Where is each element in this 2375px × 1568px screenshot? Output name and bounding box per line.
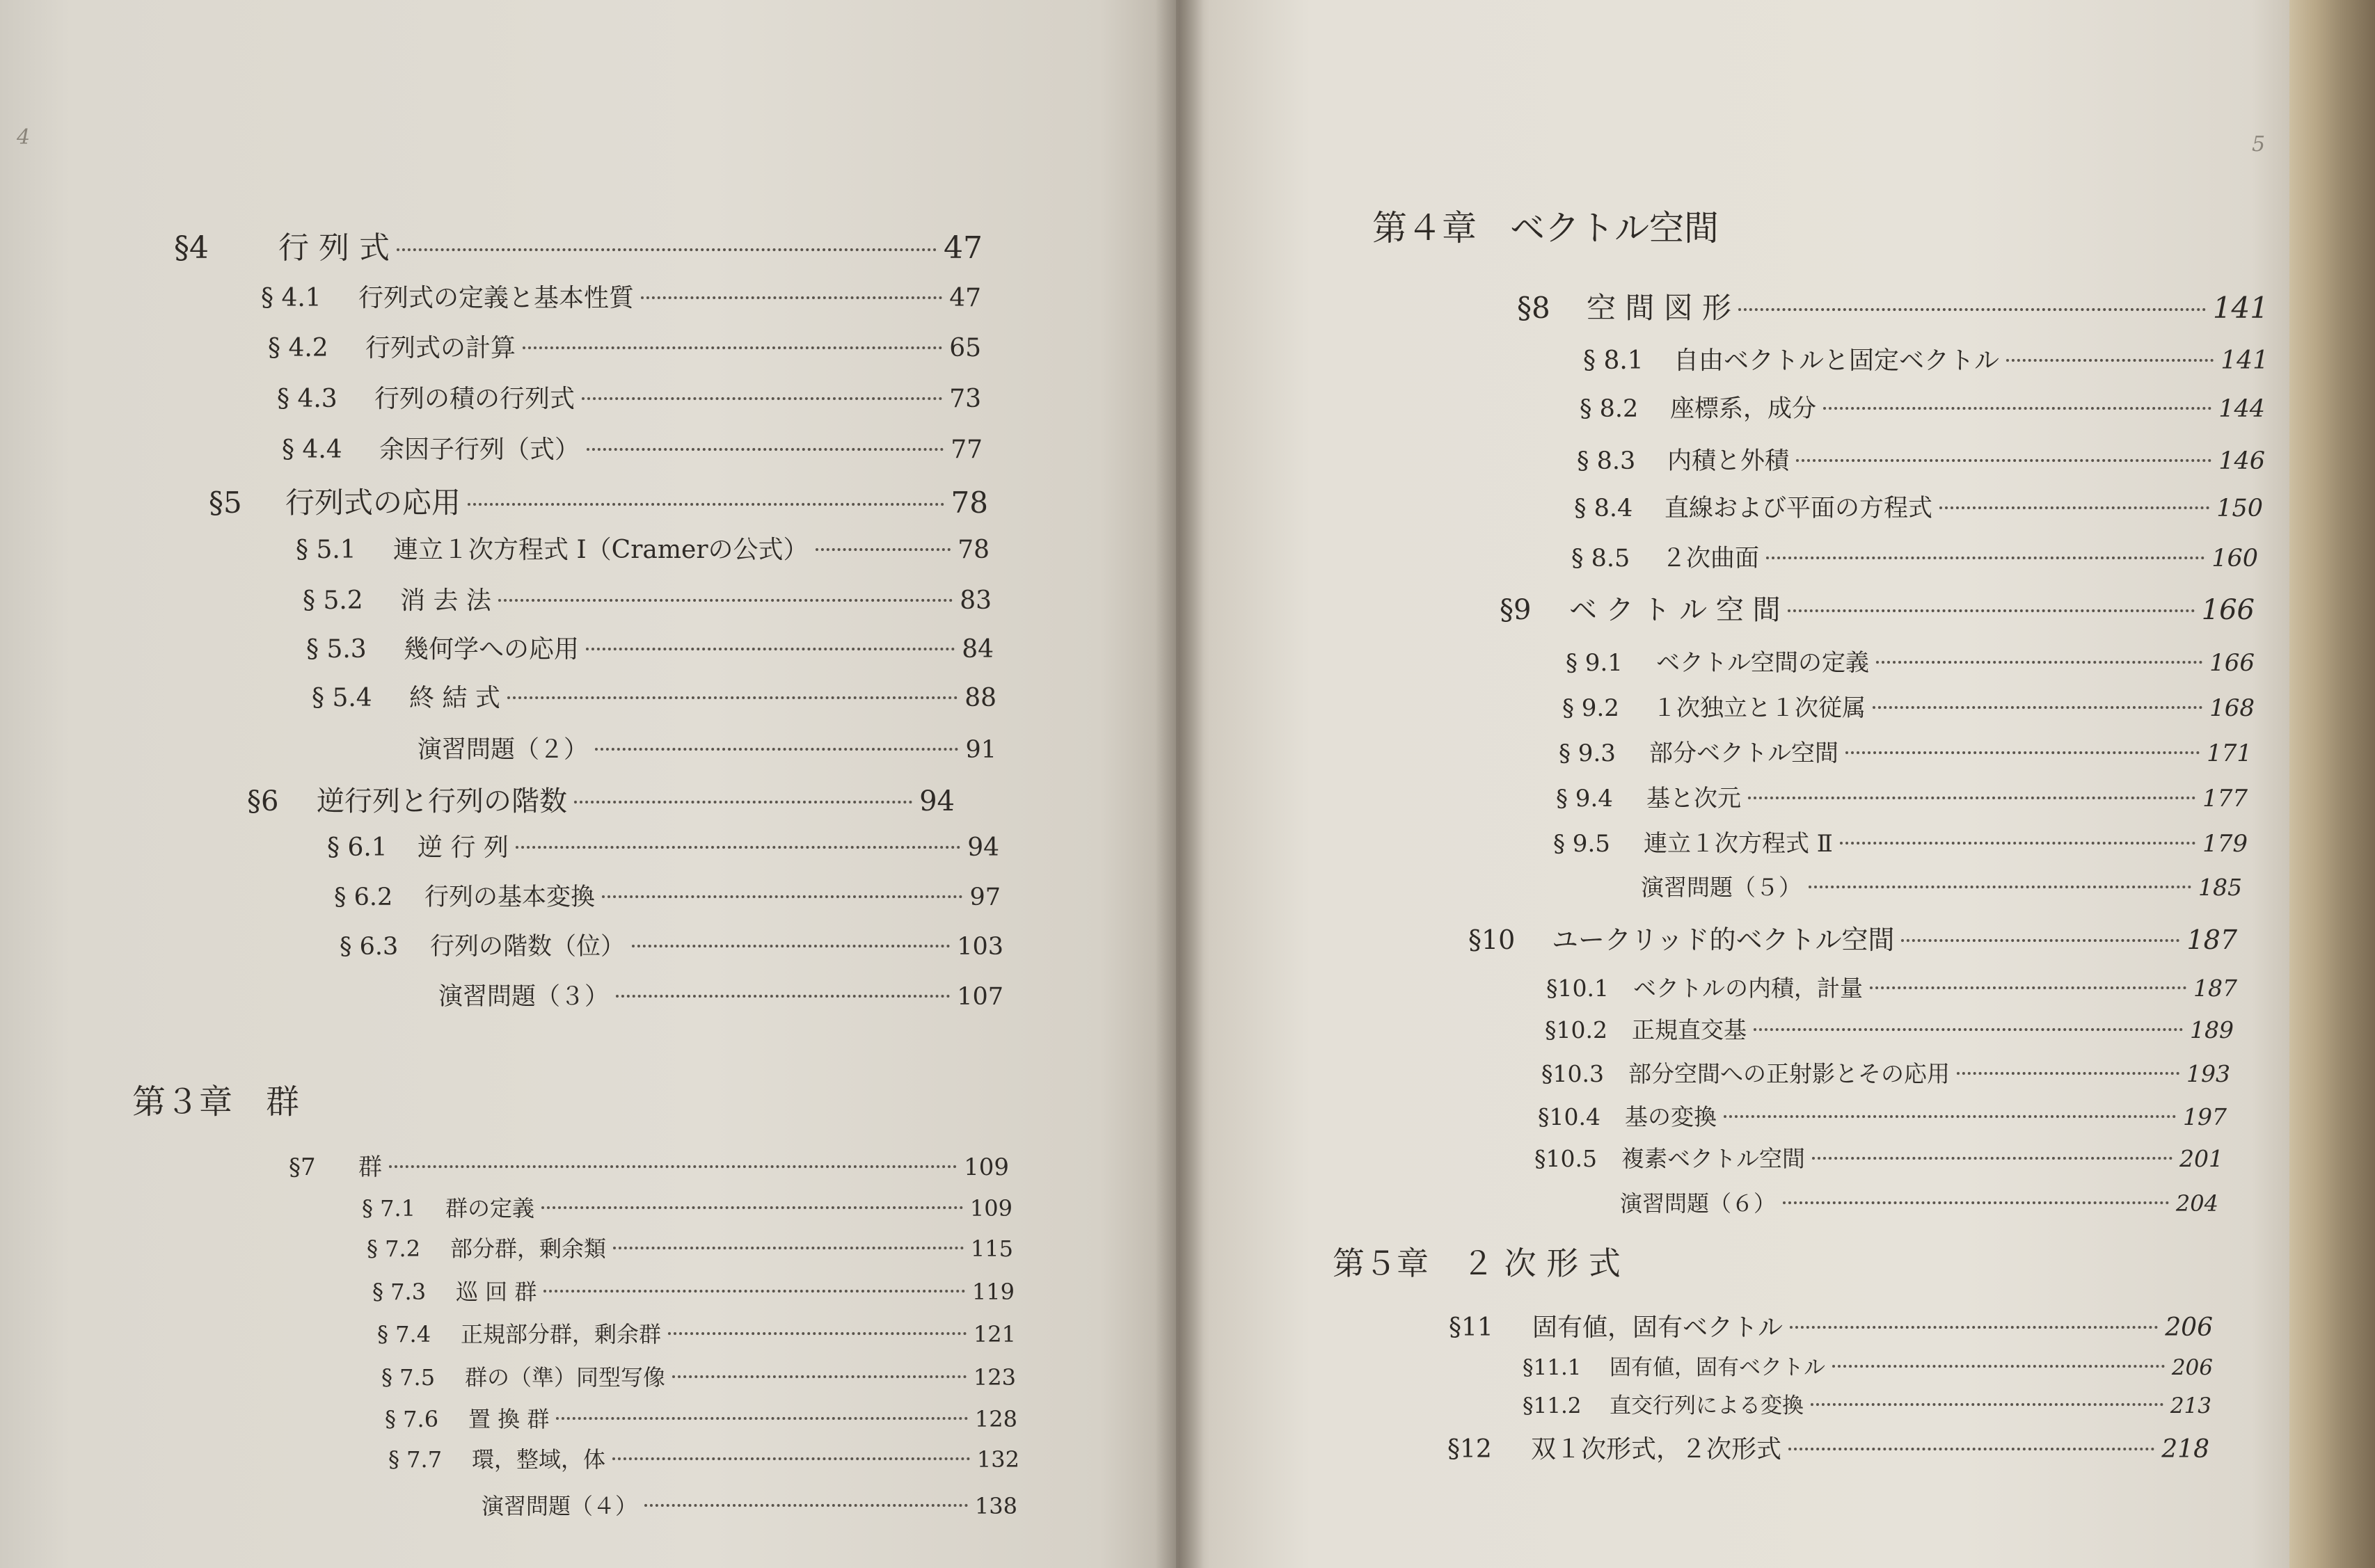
- toc-page-number: 166: [2209, 649, 2255, 677]
- toc-section-number: § 7.2: [367, 1235, 421, 1262]
- dot-leader: [641, 296, 942, 299]
- dot-leader: [1901, 939, 2179, 942]
- toc-title: 行 列 式: [278, 230, 390, 266]
- dot-leader: [1832, 1365, 2165, 1368]
- toc-page-number: 197: [2183, 1103, 2227, 1130]
- toc-page-number: 218: [2161, 1435, 2209, 1464]
- toc-entry: [1559, 734, 2252, 768]
- toc-title: 置 換 群: [468, 1406, 550, 1432]
- toc-section-number: § 7.6: [385, 1406, 439, 1432]
- toc-title: 基の変換: [1625, 1103, 1717, 1130]
- toc-entry: [1545, 1012, 2234, 1045]
- toc-section-number: §11.1: [1523, 1355, 1582, 1380]
- toc-entry: [438, 977, 1003, 1012]
- dot-leader: [1876, 661, 2202, 664]
- dot-leader: [668, 1332, 967, 1335]
- toc-title: 行列式の定義と基本性質: [358, 284, 635, 312]
- dot-leader: [1840, 842, 2195, 845]
- toc-page-number: 206: [2165, 1313, 2213, 1342]
- toc-page-number: 193: [2186, 1060, 2230, 1087]
- toc-entry: [362, 1191, 1012, 1223]
- dot-leader: [507, 696, 958, 699]
- toc-page-number: 47: [944, 230, 983, 266]
- toc-entry: [1580, 390, 2265, 424]
- toc-title: 双１次形式，２次形式: [1531, 1435, 1782, 1464]
- dot-leader: [1812, 1157, 2173, 1160]
- toc-entry: [1523, 1350, 2213, 1381]
- toc-entry: [277, 379, 981, 415]
- toc-page-number: 115: [970, 1235, 1013, 1262]
- toc-page-number: 204: [2175, 1190, 2218, 1217]
- toc-title: ベクトル空間の定義: [1656, 649, 1869, 677]
- dot-leader: [498, 599, 953, 602]
- toc-entry: [261, 278, 981, 314]
- toc-section-number: §4: [174, 230, 209, 266]
- dot-leader: [1766, 557, 2205, 559]
- toc-page-number: 91: [965, 736, 996, 764]
- toc-entry: [1523, 1388, 2211, 1419]
- toc-section-number: § 8.5: [1571, 545, 1630, 573]
- toc-section-number: § 4.4: [282, 435, 342, 464]
- dot-leader: [1870, 986, 2186, 989]
- toc-title: 部分群，剰余類: [450, 1235, 607, 1262]
- toc-page-number: 97: [969, 883, 1001, 911]
- toc-page-number: 179: [2202, 830, 2248, 858]
- toc-section-number: § 5.1: [296, 536, 356, 564]
- toc-section-number: § 7.1: [362, 1195, 416, 1222]
- toc-title: 直交行列による変換: [1610, 1393, 1804, 1418]
- toc-section-number: §12: [1447, 1435, 1492, 1464]
- toc-entry: [1620, 1186, 2218, 1218]
- toc-entry: [372, 1274, 1015, 1306]
- toc-title: 逆 行 列: [418, 833, 509, 862]
- toc-section-number: §10.2: [1545, 1016, 1607, 1043]
- toc-section-number: § 8.2: [1580, 395, 1639, 423]
- toc-section-number: § 4.2: [268, 334, 328, 362]
- toc-title: 群の（準）同型写像: [465, 1364, 666, 1391]
- toc-entry: [247, 779, 955, 819]
- chapter-3-title: 群: [266, 1082, 300, 1121]
- toc-entry: [312, 678, 996, 714]
- toc-page-number: 171: [2207, 739, 2252, 767]
- toc-section-number: § 7.7: [388, 1446, 443, 1473]
- toc-section-number: § 6.1: [327, 833, 388, 862]
- dot-leader: [816, 548, 951, 551]
- toc-entry: [1583, 341, 2269, 376]
- toc-title: 行列式の応用: [285, 486, 461, 520]
- toc-page-number: 78: [951, 486, 988, 520]
- toc-page-number: 109: [964, 1153, 1009, 1181]
- toc-page-number: 206: [2171, 1355, 2213, 1380]
- dot-leader: [523, 346, 942, 349]
- toc-entry: [418, 730, 996, 765]
- dot-leader: [1754, 1028, 2183, 1031]
- toc-section-number: §6: [247, 785, 279, 817]
- toc-entry: [381, 1360, 1016, 1392]
- toc-page-number: 189: [2190, 1016, 2234, 1043]
- chapter-5-heading: [1333, 1238, 1654, 1284]
- toc-entry: [1571, 539, 2258, 574]
- toc-section-number: § 6.3: [340, 933, 399, 961]
- dot-leader: [2006, 359, 2214, 362]
- dot-leader: [1845, 751, 2200, 754]
- toc-section-number: § 6.2: [334, 883, 393, 911]
- dot-leader: [541, 1206, 963, 1209]
- toc-entry: [289, 1148, 1009, 1182]
- toc-entry: [340, 927, 1003, 962]
- toc-section-number: §7: [289, 1153, 316, 1181]
- dot-leader: [1724, 1115, 2176, 1118]
- toc-page-number: 103: [957, 933, 1003, 961]
- dot-leader: [612, 1457, 970, 1460]
- toc-section-number: §10: [1468, 925, 1516, 955]
- dot-leader: [644, 1504, 968, 1507]
- toc-title: 部分空間への正射影とその応用: [1628, 1060, 1950, 1087]
- toc-page-number: 123: [973, 1364, 1016, 1391]
- dot-leader: [582, 397, 942, 400]
- toc-entry: [268, 328, 981, 364]
- toc-section-number: § 8.3: [1577, 447, 1636, 475]
- toc-title: 群: [358, 1153, 382, 1181]
- chapter-3-heading: [132, 1075, 333, 1123]
- toc-title: 演習問題（３）: [438, 983, 610, 1011]
- toc-page-number: 73: [949, 385, 981, 413]
- toc-page-number: 146: [2218, 447, 2265, 475]
- toc-page-number: 166: [2201, 594, 2255, 626]
- toc-section-number: § 5.4: [312, 684, 372, 712]
- toc-section-number: §11: [1449, 1313, 1493, 1342]
- toc-page-number: 83: [960, 586, 992, 615]
- toc-title: 部分ベクトル空間: [1649, 739, 1838, 767]
- toc-page-number: 128: [974, 1406, 1017, 1432]
- toc-page-number: 65: [949, 334, 981, 362]
- toc-entry: [327, 828, 999, 863]
- toc-section-number: §10.3: [1541, 1060, 1604, 1087]
- dot-leader: [595, 748, 958, 751]
- toc-title: 固有値，固有ベクトル: [1532, 1313, 1784, 1342]
- toc-title: 空 間 図 形: [1587, 291, 1732, 325]
- toc-entry: [377, 1317, 1016, 1349]
- toc-page-number: 121: [973, 1321, 1016, 1347]
- toc-title: 演習問題（４）: [482, 1493, 638, 1519]
- chapter-4-label: 第４章: [1372, 208, 1477, 248]
- toc-entry: [296, 530, 990, 566]
- dot-leader: [389, 1165, 957, 1168]
- toc-section-number: § 8.1: [1583, 346, 1644, 375]
- toc-page-number: 187: [2186, 925, 2237, 955]
- toc-title: 連立１次方程式 Ⅰ（Cramerの公式）: [393, 536, 809, 564]
- toc-title: 正規直交基: [1632, 1016, 1747, 1043]
- toc-entry: [1541, 1056, 2230, 1089]
- toc-page-number: 144: [2218, 395, 2265, 423]
- toc-entry: [1538, 1099, 2227, 1132]
- chapter-5-label: 第５章: [1333, 1245, 1429, 1282]
- toc-entry: [1468, 918, 2237, 957]
- dot-leader: [1788, 1448, 2154, 1450]
- toc-title: １次独立と１次従属: [1653, 694, 1866, 722]
- toc-page-number: 94: [967, 833, 999, 862]
- dot-leader: [632, 945, 950, 947]
- right-folio: 5: [2252, 132, 2266, 157]
- toc-title: 消 去 法: [400, 586, 491, 615]
- toc-section-number: § 8.4: [1574, 495, 1633, 522]
- dot-leader: [1939, 506, 2209, 509]
- toc-page-number: 77: [951, 435, 983, 464]
- toc-page-number: 109: [969, 1195, 1012, 1222]
- toc-title: 正規部分群，剰余群: [461, 1321, 662, 1347]
- toc-page-number: 138: [974, 1493, 1017, 1519]
- dot-leader: [1790, 1326, 2158, 1329]
- toc-title: ２次曲面: [1662, 545, 1760, 573]
- toc-section-number: § 5.3: [306, 635, 367, 664]
- toc-entry: [1641, 870, 2242, 902]
- dot-leader: [602, 895, 962, 898]
- toc-page-number: 177: [2202, 785, 2248, 813]
- dot-leader: [1823, 407, 2211, 410]
- toc-entry: [1574, 489, 2263, 524]
- toc-entry: [282, 430, 983, 465]
- toc-title: 座標系，成分: [1670, 395, 1817, 423]
- dot-leader: [1873, 706, 2202, 709]
- toc-title: 群の定義: [445, 1195, 535, 1222]
- toc-entry: [1500, 588, 2255, 627]
- dot-leader: [397, 248, 937, 251]
- toc-title: 行列の基本変換: [424, 883, 596, 911]
- toc-title: 演習問題（５）: [1641, 874, 1802, 901]
- toc-entry: [482, 1489, 1017, 1521]
- toc-title: ベクトルの内積，計量: [1633, 975, 1863, 1002]
- left-folio: 4: [17, 125, 31, 150]
- toc-section-number: § 4.1: [261, 284, 321, 312]
- toc-section-number: §10.5: [1534, 1145, 1597, 1172]
- page-edges: [2289, 0, 2375, 1568]
- toc-section-number: § 7.3: [372, 1279, 427, 1305]
- dot-leader: [574, 801, 912, 803]
- toc-page-number: 141: [2212, 291, 2269, 325]
- toc-entry: [1556, 779, 2248, 813]
- dot-leader: [516, 846, 960, 849]
- dot-leader: [1811, 1403, 2163, 1406]
- toc-entry: [1447, 1430, 2209, 1465]
- toc-entry: [1553, 824, 2248, 858]
- toc-title: 行列式の計算: [365, 334, 516, 362]
- dot-leader: [616, 995, 950, 998]
- toc-page-number: 141: [2221, 346, 2269, 375]
- toc-section-number: § 7.4: [377, 1321, 431, 1347]
- toc-page-number: 213: [2170, 1393, 2211, 1418]
- toc-title: 演習問題（２）: [418, 736, 589, 764]
- toc-title: 幾何学への応用: [404, 635, 580, 664]
- toc-title: 自由ベクトルと固定ベクトル: [1674, 346, 2000, 375]
- dot-leader: [556, 1417, 968, 1420]
- toc-page-number: 78: [958, 536, 990, 564]
- chapter-4-title: ベクトル空間: [1510, 208, 1719, 248]
- dot-leader: [1748, 797, 2195, 799]
- toc-page-number: 88: [964, 684, 996, 712]
- toc-section-number: § 9.4: [1556, 785, 1613, 813]
- toc-entry: [174, 223, 983, 267]
- toc-title: 基と次元: [1646, 785, 1741, 813]
- toc-entry: [1546, 970, 2237, 1003]
- toc-page-number: 107: [957, 983, 1003, 1011]
- chapter-3-label: 第３章: [132, 1082, 233, 1121]
- toc-entry: [1562, 689, 2255, 723]
- toc-section-number: §10.4: [1538, 1103, 1600, 1130]
- toc-page-number: 84: [962, 635, 994, 664]
- toc-title: 固有値，固有ベクトル: [1610, 1355, 1825, 1380]
- dot-leader: [1957, 1072, 2179, 1075]
- toc-title: 終 結 式: [409, 684, 500, 712]
- toc-entry: [367, 1231, 1013, 1263]
- dot-leader: [1783, 1201, 2169, 1204]
- chapter-5-title: ２ 次 形 式: [1462, 1245, 1621, 1282]
- toc-title: 内積と外積: [1667, 447, 1790, 475]
- dot-leader: [1738, 308, 2206, 311]
- dot-leader: [613, 1247, 964, 1249]
- dot-leader: [672, 1375, 967, 1378]
- toc-entry: [303, 581, 992, 616]
- toc-page-number: 160: [2211, 545, 2258, 573]
- toc-entry: [334, 878, 1001, 913]
- toc-page-number: 94: [919, 785, 955, 817]
- toc-section-number: §9: [1500, 594, 1532, 626]
- toc-section-number: § 4.3: [277, 385, 337, 413]
- toc-title: 連立１次方程式 Ⅱ: [1644, 830, 1833, 858]
- toc-entry: [1577, 442, 2265, 477]
- toc-section-number: §10.1: [1546, 975, 1609, 1002]
- toc-title: 逆行列と行列の階数: [317, 785, 567, 817]
- toc-page-number: 187: [2193, 975, 2237, 1002]
- toc-title: ユークリッド的ベクトル空間: [1552, 925, 1895, 955]
- toc-page-number: 47: [949, 284, 981, 312]
- toc-section-number: § 9.3: [1559, 739, 1616, 767]
- toc-section-number: § 9.2: [1562, 694, 1619, 722]
- toc-entry: [1517, 285, 2269, 327]
- toc-page-number: 119: [971, 1279, 1015, 1305]
- toc-entry: [1566, 643, 2255, 678]
- toc-title: 複素ベクトル空間: [1621, 1145, 1805, 1172]
- toc-page-number: 201: [2179, 1145, 2223, 1172]
- dot-leader: [1809, 886, 2191, 888]
- dot-leader: [1796, 459, 2211, 462]
- dot-leader: [586, 648, 955, 650]
- toc-entry: [388, 1442, 1019, 1474]
- toc-section-number: § 7.5: [381, 1364, 436, 1391]
- toc-title: 行列の階数（位）: [430, 933, 626, 961]
- toc-section-number: §8: [1517, 291, 1550, 325]
- toc-section-number: §5: [209, 486, 242, 520]
- toc-section-number: § 5.2: [303, 586, 363, 615]
- toc-title: ベ ク ト ル 空 間: [1569, 594, 1781, 626]
- toc-page-number: 185: [2198, 874, 2242, 901]
- toc-title: 環，整域，体: [472, 1446, 606, 1473]
- toc-entry: [1534, 1141, 2223, 1174]
- toc-entry: [385, 1402, 1017, 1434]
- dot-leader: [1788, 609, 2195, 612]
- toc-section-number: § 9.1: [1566, 649, 1623, 677]
- dot-leader: [468, 503, 944, 506]
- toc-section-number: §11.2: [1523, 1393, 1582, 1418]
- toc-page-number: 132: [976, 1446, 1019, 1473]
- toc-title: 演習問題（６）: [1620, 1190, 1777, 1217]
- book-gutter: [1155, 0, 1204, 1568]
- toc-page-number: 150: [2216, 495, 2263, 522]
- toc-title: 行列の積の行列式: [374, 385, 575, 413]
- chapter-4-heading: [1372, 200, 1752, 250]
- toc-entry: [209, 480, 988, 522]
- toc-section-number: § 9.5: [1553, 830, 1610, 858]
- toc-title: 巡 回 群: [456, 1279, 537, 1305]
- toc-page-number: 168: [2209, 694, 2255, 722]
- toc-entry: [306, 630, 994, 665]
- toc-title: 直線および平面の方程式: [1665, 495, 1933, 522]
- dot-leader: [543, 1290, 965, 1293]
- toc-entry: [1449, 1308, 2213, 1343]
- toc-title: 余因子行列（式）: [379, 435, 580, 464]
- dot-leader: [587, 448, 944, 451]
